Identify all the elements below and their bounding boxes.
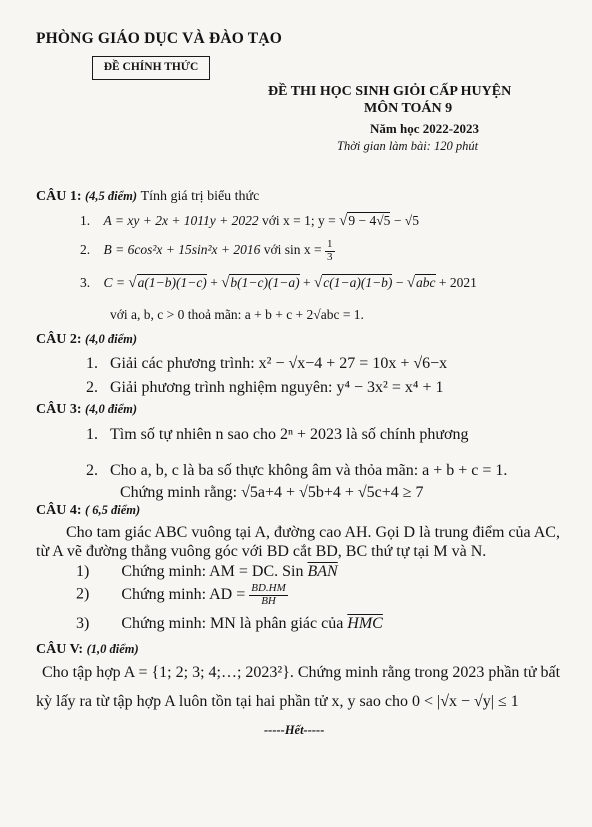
sqrt-expression: abc bbox=[416, 275, 436, 290]
item-text: Chứng minh: AM = DC. Sin bbox=[121, 563, 308, 580]
angle-symbol: $\overline{BAN}$ bbox=[307, 563, 338, 580]
q4-label: CÂU 4: bbox=[36, 503, 82, 518]
q1-points: (4,5 điểm) bbox=[85, 189, 138, 203]
math-condition: với sin x = bbox=[260, 242, 326, 258]
q4-points: ( 6,5 điểm) bbox=[85, 503, 141, 517]
item-text: Giải phương trình nghiệm nguyên: y⁴ − 3x² = x⁴ + 1 bbox=[110, 379, 444, 396]
item-number: 1. bbox=[86, 426, 98, 443]
math-tail: − √5 bbox=[390, 213, 419, 228]
q5-line-1: Cho tập hợp A = {1; 2; 3; 4;…; 2023²}. Chứng minh rằng trong 2023 phần tử bất bbox=[42, 664, 561, 681]
q5-label: CÂU V: bbox=[36, 642, 84, 657]
q3-label: CÂU 3: bbox=[36, 402, 82, 417]
sqrt-expression: c(1−a)(1−b) bbox=[323, 275, 393, 290]
q4-item-3 bbox=[76, 615, 383, 633]
sqrt-expression: a(1−b)(1−c) bbox=[137, 275, 207, 290]
q3-heading bbox=[36, 402, 137, 418]
q3-item-2 bbox=[86, 462, 507, 480]
q4-item-1 bbox=[76, 563, 338, 581]
item-number: 2. bbox=[86, 462, 98, 479]
exam-title: ĐỀ THI HỌC SINH GIỎI CẤP HUYỆN bbox=[268, 84, 512, 99]
q2-item-1 bbox=[86, 355, 447, 373]
subject-name: MÔN TOÁN 9 bbox=[364, 101, 453, 116]
q5-line-2: kỳ lấy ra từ tập hợp A luôn tồn tại hai phần tử x, y sao cho 0 < |√x − √y| ≤ 1 bbox=[36, 693, 519, 710]
official-label-box: ĐỀ CHÍNH THỨC bbox=[92, 56, 210, 80]
department-name: PHÒNG GIÁO DỤC VÀ ĐÀO TẠO bbox=[36, 30, 282, 47]
end-marker: -----Hết----- bbox=[264, 723, 325, 737]
q3-points: (4,0 điểm) bbox=[85, 402, 138, 416]
school-year: Năm học 2022-2023 bbox=[370, 121, 480, 136]
item-number: 1) bbox=[76, 563, 90, 580]
math-condition: với x = 1; y = bbox=[258, 213, 340, 228]
math-expression: B = 6cos²x + 15sin²x + 2016 bbox=[103, 242, 261, 258]
math-expression: A = xy + 2x + 1011y + 2022 bbox=[103, 213, 259, 228]
q5-heading bbox=[36, 642, 139, 658]
item-number: 3. bbox=[80, 275, 91, 290]
item-number: 2. bbox=[86, 379, 98, 396]
q3-item-1 bbox=[86, 426, 469, 444]
math-expression: C = bbox=[103, 275, 129, 290]
item-number: 2) bbox=[76, 585, 90, 603]
q1-item-1: 1. A = xy + 2x + 1011y + 2022 với x = 1; y = √9 − 4√5 − √5 bbox=[80, 213, 419, 229]
sqrt-expression: 9 − 4√5 bbox=[348, 213, 391, 228]
q2-item-2 bbox=[86, 379, 443, 397]
item-text: Cho a, b, c là ba số thực không âm và thỏa mãn: a + b + c = 1. bbox=[110, 462, 508, 479]
item-number: 1. bbox=[80, 213, 91, 228]
q4-paragraph-2: từ A vẽ đường thẳng vuông góc với BD cắt BD, BC thứ tự tại M và N. bbox=[36, 543, 487, 560]
item-text: Giải các phương trình: x² − √x−4 + 27 = 10x + √6−x bbox=[110, 355, 448, 372]
item-text: Chứng minh: MN là phân giác của bbox=[121, 615, 348, 632]
item-number: 3) bbox=[76, 615, 90, 632]
q3-prove: Chứng minh rằng: √5a+4 + √5b+4 + √5c+4 ≥ 7 bbox=[120, 484, 424, 501]
q4-paragraph-1: Cho tam giác ABC vuông tại A, đường cao AH. Gọi D là trung điểm của AC, bbox=[66, 524, 560, 541]
q1-item-3: 3. C = √a(1−b)(1−c) + √b(1−c)(1−a) + √c(1−a)(1−b) − √abc + 2021 bbox=[80, 275, 477, 291]
q4-item-2 bbox=[76, 583, 288, 607]
q1-instruction: Tính giá trị biểu thức bbox=[140, 189, 260, 204]
q1-label: CÂU 1: bbox=[36, 189, 82, 204]
math-tail: + 2021 bbox=[435, 275, 477, 290]
q1-item-2 bbox=[80, 239, 335, 263]
angle-symbol: $\overline{HMC}$ bbox=[347, 615, 383, 632]
sqrt-expression: b(1−c)(1−a) bbox=[230, 275, 300, 290]
item-text: Tìm số tự nhiên n sao cho 2ⁿ + 2023 là số chính phương bbox=[110, 426, 469, 443]
fraction: $\frac{1}{3}$ bbox=[327, 238, 333, 263]
q2-label: CÂU 2: bbox=[36, 332, 82, 347]
q2-heading bbox=[36, 332, 137, 348]
q1-condition: với a, b, c > 0 thoả mãn: a + b + c + 2√abc = 1. bbox=[110, 307, 364, 322]
item-number: 1. bbox=[86, 355, 98, 372]
q4-heading bbox=[36, 503, 140, 519]
time-limit: Thời gian làm bài: 120 phút bbox=[337, 139, 479, 153]
fraction: $\frac{BD.HM}{BH}$ bbox=[251, 582, 286, 607]
q2-points: (4,0 điểm) bbox=[85, 332, 138, 346]
q5-points: (1,0 điểm) bbox=[86, 642, 139, 656]
q1-heading bbox=[36, 189, 259, 205]
item-number: 2. bbox=[80, 242, 91, 258]
item-text: Chứng minh: AD = bbox=[121, 585, 250, 603]
